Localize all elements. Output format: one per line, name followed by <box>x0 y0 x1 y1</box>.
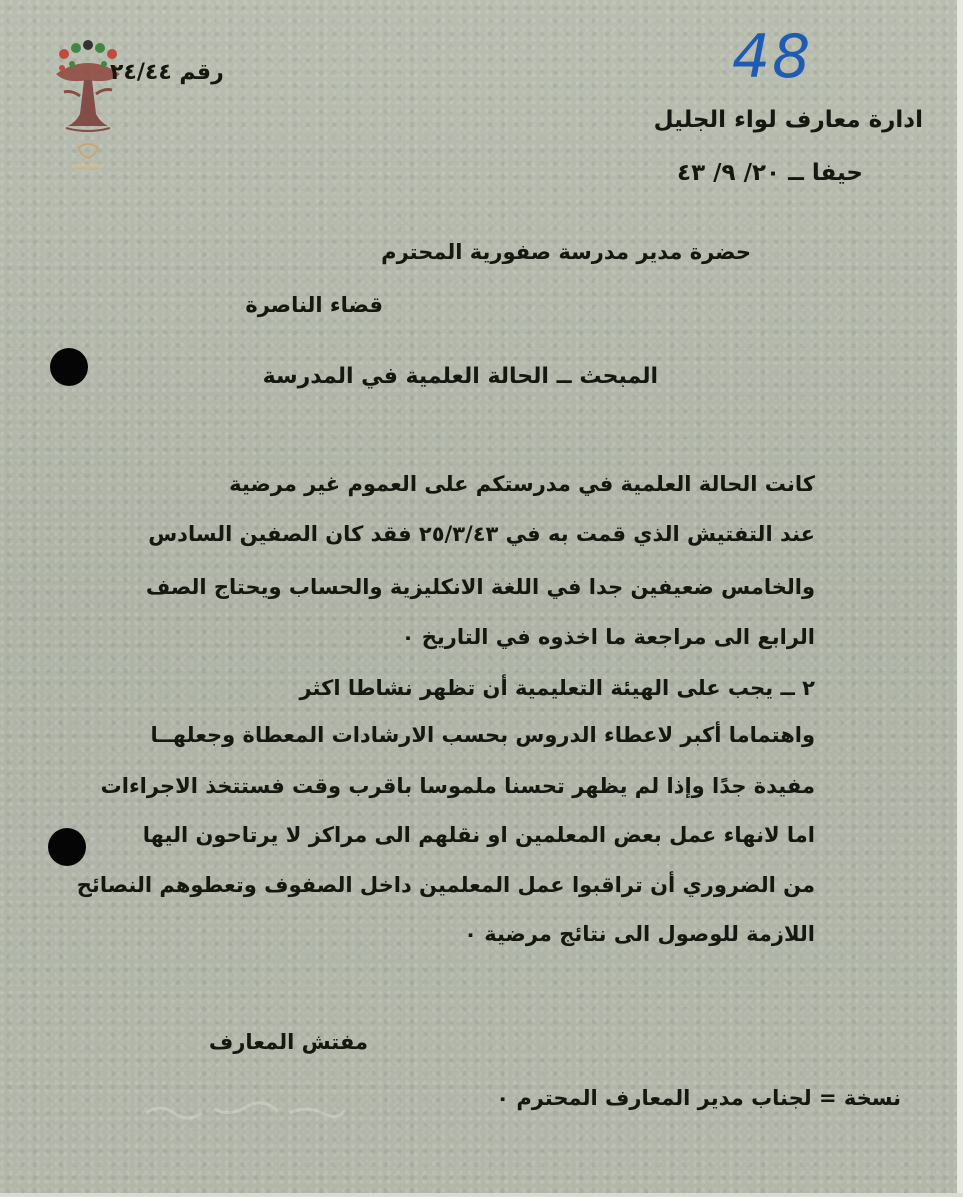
body-line: والخامس ضعيفين جدا في اللغة الانكليزية والحساب ويحتاج الصف <box>145 575 815 599</box>
tree-logo-icon <box>50 36 126 186</box>
body-line: واهتماما أكبر لاعطاء الدروس بحسب الارشادات المعطاة وجعلهــا <box>150 723 815 747</box>
body-line: كانت الحالة العلمية في مدرستكم على العموم غير مرضية <box>229 472 815 496</box>
subject-line: المبحث ــ الحالة العلمية في المدرسة <box>262 364 658 389</box>
body-line: اما لانهاء عمل بعض المعلمين او نقلهم الى مراكز لا يرتاحون اليها <box>142 823 815 847</box>
paper-edge <box>0 1193 963 1197</box>
copy-line: نسخة = لجناب مدير المعارف المحترم ٠ <box>496 1086 901 1110</box>
district-line: قضاء الناصرة <box>245 293 383 317</box>
body-line: عند التفتيش الذي قمت به في ٢٥/٣/٤٣ فقد كان الصفين السادس <box>148 522 815 546</box>
page-number: 48 <box>732 22 813 92</box>
body-line: مفيدة جدًا وإذا لم يظهر تحسنا ملموسا باقرب وقت فستتخذ الاجراءات <box>100 774 815 798</box>
paper-edge <box>957 0 963 1197</box>
faded-stamp-icon <box>140 1095 350 1125</box>
body-line: ٢ ــ يجب على الهيئة التعليمية أن تظهر نشاطا اكثر <box>299 676 815 700</box>
body-line: اللازمة للوصول الى نتائج مرضية ٠ <box>464 922 815 946</box>
body-line: الرابع الى مراجعة ما اخذوه في التاريخ ٠ <box>401 625 815 649</box>
signature-title: مفتش المعارف <box>208 1030 368 1054</box>
office-name: ادارة معارف لواء الجليل <box>653 107 923 133</box>
date-line: حيفا ــ ٢٠/ ٩/ ٤٣ <box>677 160 863 186</box>
punch-hole-icon <box>50 348 88 386</box>
addressee-line: حضرة مدير مدرسة صفورية المحترم <box>381 240 751 264</box>
punch-hole-icon <box>48 828 86 866</box>
body-line: من الضروري أن تراقبوا عمل المعلمين داخل الصفوف وتعطوهم النصائح <box>76 873 815 897</box>
reference-number: رقم ٢٤/٤٤ <box>110 60 224 85</box>
